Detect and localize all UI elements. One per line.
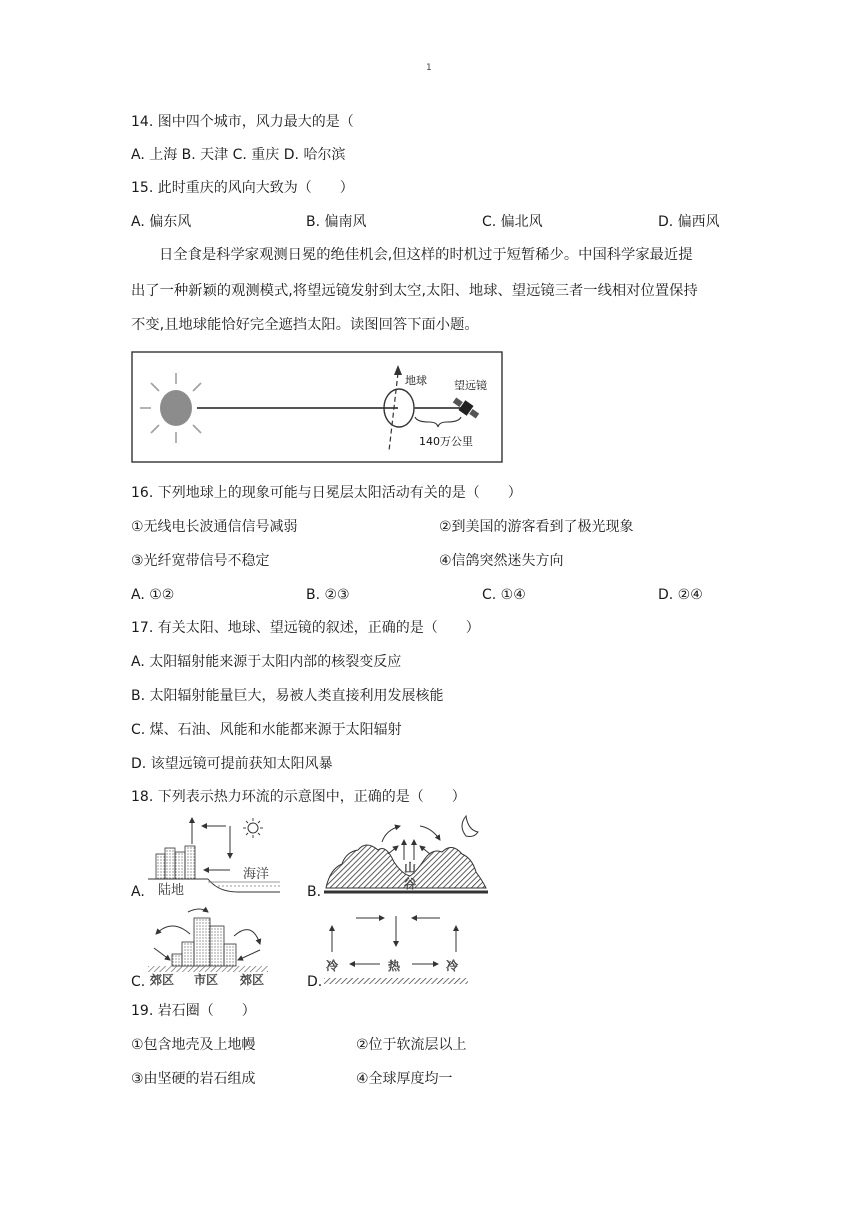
q17-stem: 17. 有关太阳、地球、望远镜的叙述，正确的是（ ） xyxy=(131,620,480,636)
q15-stem: 15. 此时重庆的风向大致为（ ） xyxy=(131,180,354,196)
urban-label: 市区 xyxy=(194,973,219,986)
q16-item-2: ②到美国的游客看到了极光现象 xyxy=(439,519,634,535)
q18-label-c: C. xyxy=(131,974,146,990)
land-label: 陆地 xyxy=(158,883,185,896)
figure-a-land-sea xyxy=(148,814,280,896)
q15-option-d: D. 偏西风 xyxy=(658,214,720,230)
cold-left-label: 冷 xyxy=(326,959,339,973)
q18-label-a: A. xyxy=(131,884,145,900)
cold-right-label: 冷 xyxy=(446,959,459,973)
sun-small-icon xyxy=(243,818,263,838)
hot-label: 热 xyxy=(388,959,401,973)
passage-line-3: 不变,且地球能恰好完全遮挡太阳。读图回答下面小题。 xyxy=(131,317,479,333)
distance-label: 140万公里 xyxy=(419,435,473,448)
moon-icon xyxy=(462,816,478,837)
q17-option-a: A. 太阳辐射能来源于太阳内部的核裂变反应 xyxy=(131,654,402,670)
q16-option-c: C. ①④ xyxy=(482,587,526,603)
q19-item-1: ①包含地壳及上地幔 xyxy=(131,1037,256,1053)
sun-earth-telescope-figure xyxy=(131,351,503,463)
q15-option-a: A. 偏东风 xyxy=(131,214,192,230)
suburb-right-label: 郊区 xyxy=(240,973,265,986)
q17-option-b: B. 太阳辐射能量巨大，易被人类直接利用发展核能 xyxy=(131,688,444,704)
q16-option-b: B. ②③ xyxy=(306,587,350,603)
q15-option-b: B. 偏南风 xyxy=(306,214,367,230)
valley-label: 谷 xyxy=(404,877,417,891)
q18-stem: 18. 下列表示热力环流的示意图中，正确的是（ ） xyxy=(131,789,466,805)
q16-option-d: D. ②④ xyxy=(658,587,703,603)
q19-item-3: ③由坚硬的岩石组成 xyxy=(131,1071,256,1087)
q16-stem: 16. 下列地球上的现象可能与日冕层太阳活动有关的是（ ） xyxy=(131,485,522,501)
suburb-left-label: 郊区 xyxy=(150,973,175,986)
passage-line-2: 出了一种新颖的观测模式,将望远镜发射到太空,太阳、地球、望远镜三者一线相对位置保持 xyxy=(131,283,698,299)
q14-stem: 14. 图中四个城市，风力最大的是（ xyxy=(131,114,354,130)
page-number: 1 xyxy=(426,63,432,73)
sea-label: 海洋 xyxy=(243,867,270,882)
telescope-label: 望远镜 xyxy=(454,379,487,392)
figure-d-thermal xyxy=(324,910,470,986)
q19-item-4: ④全球厚度均一 xyxy=(356,1071,453,1087)
q17-option-c: C. 煤、石油、风能和水能都来源于太阳辐射 xyxy=(131,722,402,738)
q18-label-b: B. xyxy=(307,884,322,900)
figure-b-mountain-valley xyxy=(324,814,488,898)
q16-item-3: ③光纤宽带信号不稳定 xyxy=(131,553,270,569)
passage-line-1: 日全食是科学家观测日冕的绝佳机会,但这样的时机过于短暂稀少。中国科学家最近提 xyxy=(159,247,693,263)
q16-item-4: ④信鸽突然迷失方向 xyxy=(439,553,564,569)
q17-option-d: D. 该望远镜可提前获知太阳风暴 xyxy=(131,756,333,772)
q19-item-2: ②位于软流层以上 xyxy=(356,1037,467,1053)
earth-label: 地球 xyxy=(405,374,427,387)
q15-option-c: C. 偏北风 xyxy=(482,214,543,230)
q14-options: A. 上海 B. 天津 C. 重庆 D. 哈尔滨 xyxy=(131,147,346,163)
q16-item-1: ①无线电长波通信信号减弱 xyxy=(131,519,298,535)
q19-stem: 19. 岩石圈（ ） xyxy=(131,1003,256,1019)
q16-option-a: A. ①② xyxy=(131,587,175,603)
q18-label-d: D. xyxy=(307,974,323,990)
mountain-label: 山 xyxy=(404,861,417,875)
figure-c-urban xyxy=(148,904,268,986)
